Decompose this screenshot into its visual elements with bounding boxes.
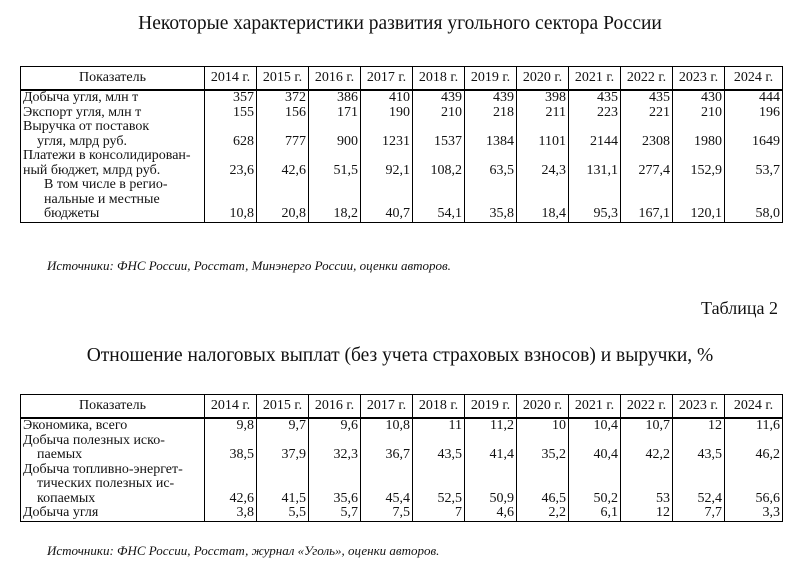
value-cell: 42,6	[257, 149, 309, 178]
value-cell: 190	[361, 106, 413, 121]
value-cell: 10,7	[621, 418, 673, 434]
column-header-year: 2014 г.	[205, 67, 257, 91]
column-header-year: 2024 г.	[725, 395, 783, 419]
value-cell: 9,6	[309, 418, 361, 434]
value-cell: 40,7	[361, 178, 413, 222]
table1-header-row	[21, 67, 783, 91]
value-cell: 223	[569, 106, 621, 121]
column-header-year: 2023 г.	[673, 395, 725, 419]
column-header-year: 2024 г.	[725, 67, 783, 91]
value-cell: 12	[673, 418, 725, 434]
row-label: Платежи в консолидирован- ный бюджет, млрд руб.	[23, 148, 191, 178]
row-label: Добыча угля	[23, 505, 99, 520]
column-header-year: 2018 г.	[413, 395, 465, 419]
value-cell: 53,7	[725, 149, 783, 178]
column-header-year: 2018 г.	[413, 67, 465, 91]
value-cell: 3,8	[205, 506, 257, 521]
column-header-year: 2015 г.	[257, 395, 309, 419]
column-header-year: 2016 г.	[309, 67, 361, 91]
value-cell: 210	[413, 106, 465, 121]
value-cell: 18,4	[517, 178, 569, 222]
value-cell: 1649	[725, 120, 783, 149]
value-cell: 218	[465, 106, 517, 121]
value-cell: 152,9	[673, 149, 725, 178]
table2-source-note: Источники: ФНС России, Росстат, журнал «Уголь», оценки авторов.	[47, 543, 440, 558]
value-cell: 35,6	[309, 463, 361, 507]
value-cell: 36,7	[361, 434, 413, 463]
value-cell: 3,3	[725, 506, 783, 521]
value-cell: 4,6	[465, 506, 517, 521]
row-label-cell	[21, 506, 205, 521]
row-label-cell	[21, 90, 205, 106]
table1-source-note: Источники: ФНС России, Росстат, Минэнерго России, оценки авторов.	[47, 258, 451, 273]
value-cell: 221	[621, 106, 673, 121]
value-cell: 63,5	[465, 149, 517, 178]
value-cell: 35,8	[465, 178, 517, 222]
value-cell: 9,7	[257, 418, 309, 434]
column-header-year: 2015 г.	[257, 67, 309, 91]
value-cell: 24,3	[517, 149, 569, 178]
column-header-year: 2016 г.	[309, 395, 361, 419]
table-row	[21, 463, 783, 507]
value-cell: 7	[413, 506, 465, 521]
value-cell: 430	[673, 90, 725, 106]
value-cell: 56,6	[725, 463, 783, 507]
value-cell: 386	[309, 90, 361, 106]
column-header-year: 2022 г.	[621, 395, 673, 419]
value-cell: 10	[517, 418, 569, 434]
row-label: Добыча полезных иско- паемых	[23, 432, 165, 462]
value-cell: 1980	[673, 120, 725, 149]
table2-title: Отношение налоговых выплат (без учета страховых взносов) и выручки, %	[86, 345, 714, 366]
value-cell: 41,5	[257, 463, 309, 507]
value-cell: 108,2	[413, 149, 465, 178]
value-cell: 42,2	[621, 434, 673, 463]
column-header-year: 2020 г.	[517, 67, 569, 91]
value-cell: 53	[621, 463, 673, 507]
value-cell: 2308	[621, 120, 673, 149]
value-cell: 1537	[413, 120, 465, 149]
value-cell: 9,8	[205, 418, 257, 434]
value-cell: 398	[517, 90, 569, 106]
table-row	[21, 106, 783, 121]
table-row	[21, 90, 783, 106]
column-header-indicator: Показатель	[21, 67, 205, 91]
value-cell: 439	[413, 90, 465, 106]
table2-header-row	[21, 395, 783, 419]
value-cell: 2,2	[517, 506, 569, 521]
value-cell: 277,4	[621, 149, 673, 178]
column-header-year: 2019 г.	[465, 395, 517, 419]
value-cell: 10,8	[205, 178, 257, 222]
value-cell: 131,1	[569, 149, 621, 178]
row-label: Экспорт угля, млн т	[23, 104, 142, 120]
value-cell: 38,5	[205, 434, 257, 463]
value-cell: 52,4	[673, 463, 725, 507]
row-label: Добыча угля, млн т	[23, 90, 139, 105]
value-cell: 357	[205, 90, 257, 106]
value-cell: 5,7	[309, 506, 361, 521]
value-cell: 439	[465, 90, 517, 106]
row-label-cell	[21, 178, 205, 222]
value-cell: 32,3	[309, 434, 361, 463]
value-cell: 50,9	[465, 463, 517, 507]
value-cell: 7,7	[673, 506, 725, 521]
value-cell: 372	[257, 90, 309, 106]
value-cell: 1384	[465, 120, 517, 149]
value-cell: 435	[569, 90, 621, 106]
value-cell: 54,1	[413, 178, 465, 222]
value-cell: 42,6	[205, 463, 257, 507]
table2	[20, 394, 783, 522]
table-row	[21, 149, 783, 178]
row-label: Добыча топливно-энергет- тических полезных ис- копаемых	[23, 461, 183, 506]
column-header-year: 2017 г.	[361, 395, 413, 419]
value-cell: 196	[725, 106, 783, 121]
value-cell: 45,4	[361, 463, 413, 507]
column-header-year: 2020 г.	[517, 395, 569, 419]
value-cell: 120,1	[673, 178, 725, 222]
row-label-cell	[21, 149, 205, 178]
value-cell: 7,5	[361, 506, 413, 521]
value-cell: 52,5	[413, 463, 465, 507]
column-header-indicator: Показатель	[21, 395, 205, 419]
value-cell: 1101	[517, 120, 569, 149]
value-cell: 18,2	[309, 178, 361, 222]
table2-number: Таблица 2	[701, 298, 778, 318]
row-label: Выручка от поставок угля, млрд руб.	[23, 119, 150, 149]
value-cell: 11,2	[465, 418, 517, 434]
value-cell: 156	[257, 106, 309, 121]
value-cell: 20,8	[257, 178, 309, 222]
value-cell: 410	[361, 90, 413, 106]
value-cell: 628	[205, 120, 257, 149]
column-header-year: 2014 г.	[205, 395, 257, 419]
table-row	[21, 178, 783, 222]
value-cell: 92,1	[361, 149, 413, 178]
value-cell: 210	[673, 106, 725, 121]
value-cell: 211	[517, 106, 569, 121]
value-cell: 5,5	[257, 506, 309, 521]
row-label: В том числе в регио- нальные и местные бюджеты	[44, 177, 168, 221]
column-header-year: 2019 г.	[465, 67, 517, 91]
value-cell: 167,1	[621, 178, 673, 222]
value-cell: 171	[309, 106, 361, 121]
value-cell: 40,4	[569, 434, 621, 463]
value-cell: 46,5	[517, 463, 569, 507]
value-cell: 1231	[361, 120, 413, 149]
value-cell: 23,6	[205, 149, 257, 178]
value-cell: 46,2	[725, 434, 783, 463]
value-cell: 777	[257, 120, 309, 149]
value-cell: 6,1	[569, 506, 621, 521]
value-cell: 43,5	[673, 434, 725, 463]
value-cell: 2144	[569, 120, 621, 149]
value-cell: 50,2	[569, 463, 621, 507]
value-cell: 35,2	[517, 434, 569, 463]
value-cell: 58,0	[725, 178, 783, 222]
row-label: Экономика, всего	[23, 418, 128, 433]
value-cell: 900	[309, 120, 361, 149]
table-row	[21, 120, 783, 149]
row-label-cell	[21, 106, 205, 121]
row-label-cell	[21, 463, 205, 507]
value-cell: 37,9	[257, 434, 309, 463]
column-header-year: 2021 г.	[569, 67, 621, 91]
column-header-year: 2023 г.	[673, 67, 725, 91]
table-row	[21, 434, 783, 463]
value-cell: 10,8	[361, 418, 413, 434]
value-cell: 10,4	[569, 418, 621, 434]
value-cell: 435	[621, 90, 673, 106]
column-header-year: 2021 г.	[569, 395, 621, 419]
table-row	[21, 506, 783, 521]
column-header-year: 2017 г.	[361, 67, 413, 91]
value-cell: 41,4	[465, 434, 517, 463]
value-cell: 12	[621, 506, 673, 521]
value-cell: 43,5	[413, 434, 465, 463]
row-label-cell	[21, 434, 205, 463]
table-row	[21, 418, 783, 434]
value-cell: 51,5	[309, 149, 361, 178]
row-label-cell	[21, 418, 205, 434]
value-cell: 95,3	[569, 178, 621, 222]
value-cell: 11,6	[725, 418, 783, 434]
value-cell: 155	[205, 106, 257, 121]
value-cell: 11	[413, 418, 465, 434]
value-cell: 444	[725, 90, 783, 106]
column-header-year: 2022 г.	[621, 67, 673, 91]
table1	[20, 66, 783, 223]
row-label-cell	[21, 120, 205, 149]
table1-title: Некоторые характеристики развития угольного сектора России	[138, 13, 662, 34]
